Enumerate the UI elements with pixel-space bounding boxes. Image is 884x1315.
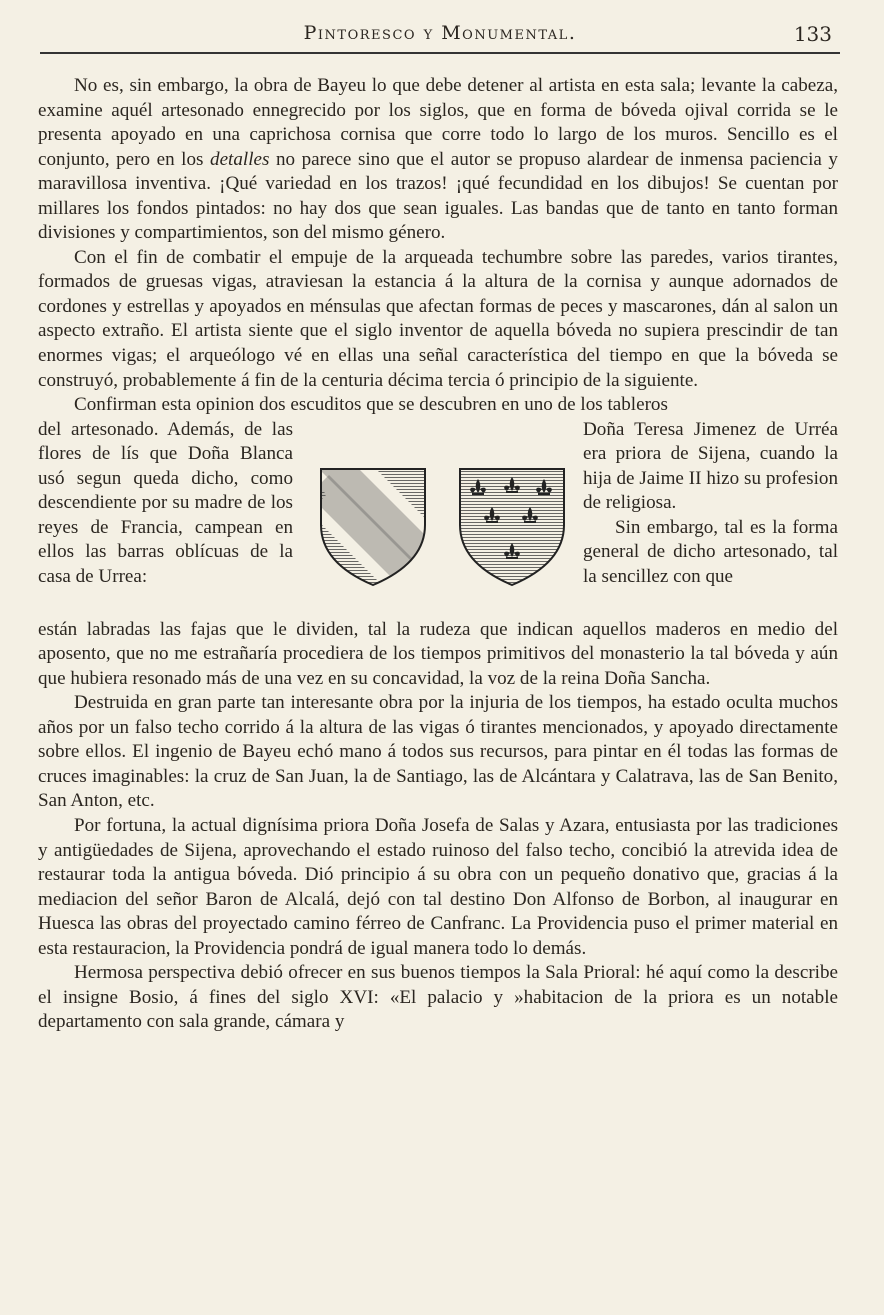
shields-figure bbox=[293, 418, 583, 618]
italic-word-detalles: detalles bbox=[210, 148, 270, 170]
text-column-right bbox=[583, 418, 838, 590]
running-title: Pintoresco y Monumental. bbox=[303, 22, 577, 44]
page-number: 133 bbox=[793, 22, 832, 46]
fleur-de-lis-shield-icon bbox=[458, 467, 566, 587]
paragraph-1-start: No es, sin embargo, la obra de Bayeu lo que debe detener al artista en esta sala; levante la cabeza, examine aquél artesonado ennegrecido por los siglos, que en forma de bóveda ojival corrida se le presenta apoyado en una caprichosa cornisa que corre todo lo largo de los muros. Sencillo es el conjunto, pero en los bbox=[38, 75, 838, 170]
body-text bbox=[38, 74, 838, 1035]
paragraph-4: Destruida en gran parte tan interesante obra por la injuria de los tiempos, ha estado oculta muchos años por un falso techo corrido á la altura de las vigas ó tirantes mencionados, y apoyado directamente sobre ellos. El ingenio de Bayeu echó mano á todos sus recursos, para pintar en él todas las formas de cruces imaginables: la cruz de San Juan, la de Santiago, las de Alcántara y Calatrava, las de San Benito, San Anton, etc. bbox=[38, 692, 838, 812]
paragraph-1-rest: no parece sino que el autor se propuso alardear de inmensa paciencia y maravillosa inventiva. ¡Qué variedad en los trazos! ¡qué fecundidad en los dibujos! Se cuentan por millares los fondos pintados: no hay dos que sean iguales. Las bandas que de tanto en tanto forman divisiones y compartimientos, son del mismo género. bbox=[38, 148, 838, 244]
paragraph-1 bbox=[38, 74, 838, 246]
paragraph-3-lead: Confirman esta opinion dos escuditos que se descubren en uno de los tableros bbox=[74, 394, 668, 416]
coat-of-arms-section bbox=[38, 418, 838, 618]
paragraph-3-left: del artesonado. Además, de las flores de lís que Doña Blanca usó segun queda dicho, como descendiente por su madre de los reyes de Francia, campean en ellos las barras oblícuas de la casa de Urrea: bbox=[38, 418, 293, 587]
text-column-left bbox=[38, 418, 293, 590]
paragraph-3-tail: están labradas las fajas que le dividen, tal la rudeza que indican aquellos maderos en medio del aposento, que no me estrañaría procediera de los tiempos primitivos del monasterio la tal bóveda y aún que hubiera resonado más de una vez en su concavidad, la voz de la reina Doña Sancha. bbox=[38, 618, 838, 689]
header-rule bbox=[40, 52, 840, 54]
paragraph-3-right: Doña Teresa Jimenez de Urréa era priora de Sijena, cuando la hija de Jaime II hizo su profesion de religiosa. bbox=[583, 418, 838, 514]
paragraph-6: Hermosa perspectiva debió ofrecer en sus buenos tiempos la Sala Prioral: hé aquí como la describe el insigne Bosio, á fines del siglo XVI: «El palacio y »habitacion de la priora es un notable departamento con sala grande, cámara y bbox=[38, 962, 838, 1033]
urrea-shield-icon bbox=[319, 467, 427, 587]
paragraph-3-right-sub: Sin embargo, tal es la forma general de dicho artesonado, tal la sencillez con que bbox=[583, 516, 838, 587]
running-header bbox=[40, 20, 840, 54]
paragraph-2: Con el fin de combatir el empuje de la arqueada techumbre sobre las paredes, varios tirantes, formados de gruesas vigas, atraviesan la estancia á la altura de la cornisa y aunque adornados de cordones y estrellas y apoyados en ménsulas que afectan formas de peces y mascarones, dán al salon un aspecto extraño. El artista siente que el siglo inventor de aquella bóveda no supiera prescindir de tan enormes vigas; el arqueólogo vé en ellas una señal característica del tiempo en que la bóveda se construyó, probablemente á fin de la centuria décima tercia ó principio de la siguiente. bbox=[38, 246, 838, 391]
paragraph-5: Por fortuna, la actual dignísima priora Doña Josefa de Salas y Azara, entusiasta por las tradiciones y antigüedades de Sijena, aprovechando el estado ruinoso del falso techo, concibió la atrevida idea de restaurar toda la antigua bóveda. Dió principio á su obra con un pequeño donativo que, gracias á la mediacion del señor Baron de Alcalá, dejó con tal destino Don Alfonso de Borbon, al inaugurar en Huesca las obras del proyectado camino férreo de Canfranc. La Providencia puso el primer material en esta restauracion, la Providencia pondrá de igual manera todo lo demás. bbox=[38, 815, 838, 959]
